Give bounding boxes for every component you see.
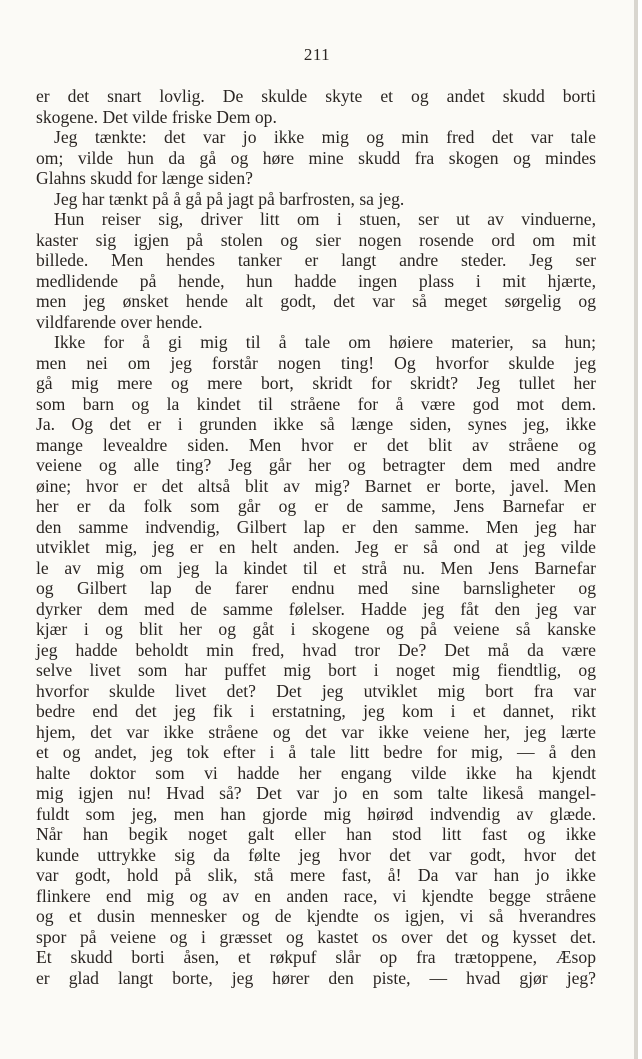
- text-line: var godt, hold på slik, stå mere fast, å! Da var han jo ikke: [36, 865, 596, 885]
- text-line: kjær i og blit her og gåt i skogene og på veiene så kanske: [36, 619, 596, 639]
- text-line: og et dusin mennesker og de kjendte os igjen, vi så hverandres: [36, 906, 596, 926]
- text-line: spor på veiene og i græsset og kastet os over det og kysset det.: [36, 926, 596, 947]
- body-text: [36, 86, 596, 988]
- text-line: billede. Men hendes tanker er langt andre steder. Jeg ser: [36, 250, 596, 270]
- text-line: gå mig mere og mere bort, skridt for skridt? Jeg tullet her: [36, 373, 596, 393]
- text-line: le av mig om jeg la kindet til et strå nu. Men Jens Barnefar: [36, 557, 596, 578]
- text-line: men nei om jeg forstår nogen ting! Og hvorfor skulde jeg: [36, 352, 596, 373]
- text-line: dyrker dem med de samme følelser. Hadde jeg fåt den jeg var: [36, 598, 596, 619]
- text-line: Glahns skudd for længe siden?: [36, 168, 253, 188]
- text-line: utviklet mig, jeg er en helt anden. Jeg er så ond at jeg vilde: [36, 537, 596, 557]
- text-line: Hun reiser sig, driver litt om i stuen, ser ut av vinduerne,: [54, 209, 596, 229]
- text-line: mange levealdre siden. Men hvor er det blit av stråene og: [36, 434, 596, 455]
- text-line: mig igjen nu! Hvad så? Det var jo en som talte likeså mangel-: [36, 783, 596, 803]
- text-line: hvorfor skulde livet det? Det jeg utviklet mig bort fra var: [36, 680, 596, 701]
- text-line: Jeg tænkte: det var jo ikke mig og min fred det var tale: [54, 127, 596, 147]
- text-line: medlidende på hende, hun hadde ingen plass i mit hjærte,: [36, 270, 596, 291]
- text-line: som barn og la kindet til stråene for å være god mot dem.: [36, 393, 596, 414]
- text-line: den samme indvendig, Gilbert lap er den samme. Men jeg har: [36, 516, 596, 537]
- text-line: er glad langt borte, jeg hører den piste, — hvad gjør jeg?: [36, 967, 596, 988]
- text-line: Ikke for å gi mig til å tale om høiere materier, sa hun;: [54, 332, 596, 352]
- text-line: et og andet, jeg tok efter i å tale litt bedre for mig, — å den: [36, 742, 596, 762]
- text-line: Ja. Og det er i grunden ikke så længe siden, synes jeg, ikke: [36, 414, 596, 434]
- text-line: kaster sig igjen på stolen og sier nogen rosende ord om mit: [36, 229, 596, 250]
- text-line: Når han begik noget galt eller han stod litt fast og ikke: [36, 824, 596, 844]
- text-line: vildfarende over hende.: [36, 311, 203, 332]
- text-line: selve livet som har puffet mig bort i noget mig fiendtlig, og: [36, 660, 596, 680]
- text-line: bedre end det jeg fik i erstatning, jeg kom i et dannet, rikt: [36, 701, 596, 721]
- text-line: flinkere end mig og av en anden race, vi kjendte begge stråene: [36, 885, 596, 906]
- text-line: fuldt som jeg, men han gjorde mig høirød indvendig av glæde.: [36, 803, 596, 824]
- text-line: skogene. Det vilde friske Dem op.: [36, 106, 277, 127]
- page-number: 211: [303, 45, 331, 64]
- text-line: kunde uttrykke sig da følte jeg hvor det var godt, hvor det: [36, 844, 596, 865]
- text-line: her er da folk som går og er de samme, Jens Barnefar er: [36, 496, 596, 516]
- text-line: hjem, det var ikke stråene og det var ikke veiene her, jeg lærte: [36, 721, 596, 742]
- text-line: men jeg ønsket hende alt godt, det var så meget sørgelig og: [36, 291, 596, 311]
- text-line: om; vilde hun da gå og høre mine skudd fra skogen og mindes: [36, 147, 596, 168]
- text-line: halte doktor som vi hadde her engang vilde ikke ha kjendt: [36, 762, 596, 783]
- text-line: er det snart lovlig. De skulde skyte et og andet skudd borti: [36, 86, 596, 106]
- text-line: veiene og alle ting? Jeg går her og betragter dem med andre: [36, 455, 596, 475]
- text-line: og Gilbert lap de farer endnu med sine barnsligheter og: [36, 578, 596, 598]
- text-line: Et skudd borti åsen, et røkpuf slår op fra trætoppene, Æsop: [36, 947, 596, 967]
- text-line: øine; hvor er det altså blit av mig? Barnet er borte, javel. Men: [36, 475, 596, 496]
- text-line: Jeg har tænkt på å gå på jagt på barfrosten, sa jeg.: [54, 188, 405, 209]
- text-line: jeg hadde beholdt min fred, hvad tror De? Det må da være: [36, 639, 596, 660]
